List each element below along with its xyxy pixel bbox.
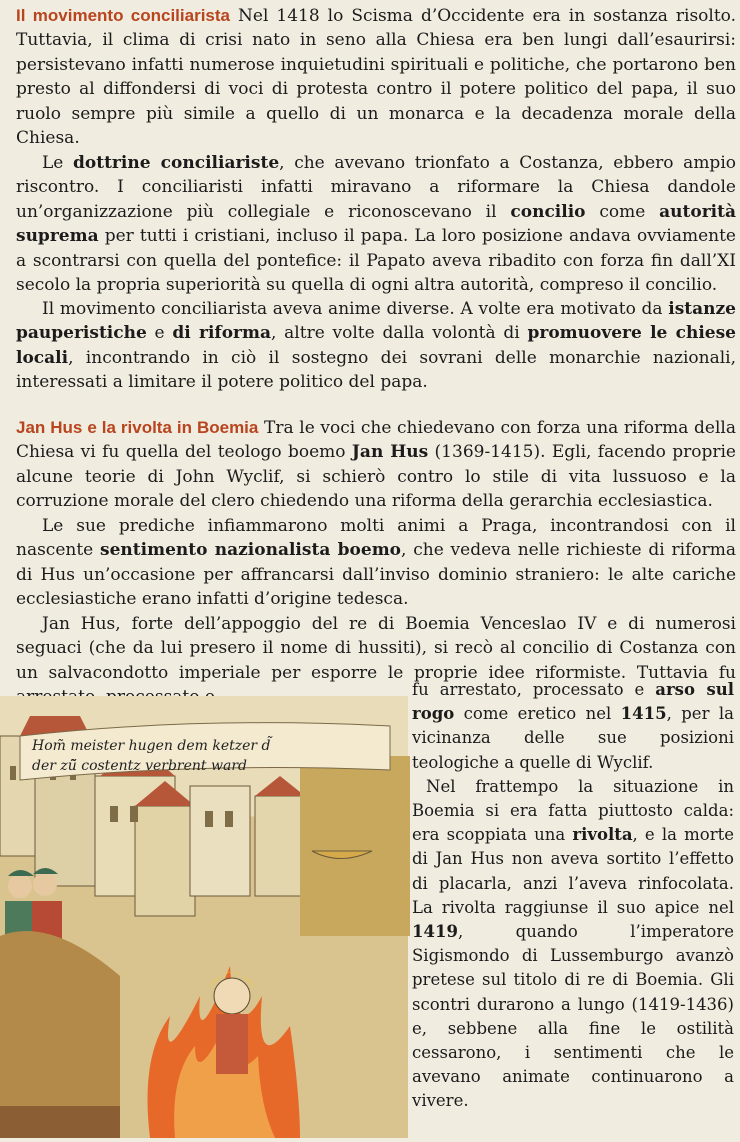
- text-run: per tutti i cristiani, incluso il papa. La loro posizione andava ovviamente a scontrarsi con quella del pontefice: il Papato aveva ribadito con forza fin dall’XI secolo la propria superiorità su quella di ogni altra autorità, compreso il concilio.: [16, 226, 736, 296]
- text-run: , che vedeva nelle richieste di riforma di Hus un’occasione per affrancarsi dall’inviso dominio straniero: le alte cariche ecclesiastiche erano infatti d’origine tedesca.: [16, 540, 736, 610]
- text-run: , incontrando in ciò il sostegno dei sovrani delle monarchie nazionali, interessati a limitare il potere politico del papa.: [16, 347, 736, 393]
- text-bold: 1415: [620, 704, 667, 724]
- illustration-caption-line1: Hom̃ meister hugen dem ketzer d̃: [32, 738, 271, 754]
- text-bold: istanze pauperistiche: [16, 299, 736, 344]
- text-run: , per la vicinanza delle sue posizioni teologiche a quelle di Wyclif.: [412, 704, 734, 772]
- paragraph-rivolta: [412, 775, 734, 1114]
- text-run: , e la morte di Jan Hus non aveva sortito l’effetto di placarla, anzi l’aveva rinfocolata. La rivolta raggiunse il suo apice nel: [412, 825, 734, 917]
- paragraph-arresto-part1: [16, 612, 736, 682]
- paragraph-jan-hus-intro: [16, 416, 736, 514]
- text-bold: Jan Hus: [351, 442, 429, 463]
- text-bold: sentimento nazionalista boemo: [100, 540, 402, 561]
- text-run: Il movimento conciliarista aveva anime diverse. A volte era motivato da: [42, 299, 669, 319]
- right-column-text: [412, 678, 734, 1114]
- paragraph-arresto-part2: fu arrestato, processato e arso sul rogo come eretico nel 1415, per la vicinanza delle sue posizioni teologiche a quelle di Wyclif.: [412, 680, 734, 772]
- text-run: Nel frattempo la situazione in Boemia si era fatta piuttosto calda: era scoppiata una: [412, 776, 734, 845]
- paragraph-conciliarism-intro: [16, 4, 736, 150]
- text-run: (1369-1415). Egli, facendo proprie alcune teorie di John Wyclif, si schierò contro lo stile di vita lussuoso e la corruzione morale del clero chiedendo una riforma della gerarchia ecclesiastica.: [16, 442, 736, 512]
- illustration-caption-line2: der zũ̃ costentz verbrent ward: [32, 758, 247, 774]
- paragraph-anime-diverse: [16, 297, 736, 395]
- text-run: Le sue prediche infiammarono molti animi a Praga, incontrandosi con il nascente: [16, 516, 736, 561]
- text-bold: 1419: [412, 922, 458, 942]
- text-run: Le: [42, 153, 73, 173]
- text-bold: promuovere le chiese locali: [16, 323, 737, 368]
- text-run: Jan Hus, forte dell’appoggio del re di Boemia Venceslao IV e di numerosi seguaci (che da lui presero il nome di hussiti), si recò al concilio di Costanza con un salvacondotto imperiale per esporre le proprie idee riformiste. Tuttavia fu: [16, 614, 736, 683]
- text-run: , altre volte dalla volontà di: [271, 323, 528, 344]
- text-run: come: [585, 201, 660, 222]
- heading-movimento-conciliarista: Il movimento conciliarista: [16, 6, 230, 25]
- paragraph-dottrine-conciliariste: [16, 151, 736, 297]
- text-bold: dottrine conciliariste: [73, 153, 280, 173]
- burning-of-jan-hus-illustration: [0, 696, 408, 1138]
- illustration-svg: [0, 696, 408, 1138]
- text-run: come eretico nel: [454, 704, 621, 724]
- text-bold: arso sul rogo: [412, 680, 734, 724]
- heading-jan-hus: Jan Hus e la rivolta in Boemia: [16, 418, 259, 437]
- text-bold: di riforma: [172, 323, 272, 344]
- text-run: Tra le voci che chiedevano con forza una riforma della Chiesa vi fu quella del teologo boemo: [16, 418, 737, 463]
- text-bold: rivolta: [572, 825, 633, 845]
- paragraph-prediche: [16, 514, 736, 612]
- text-run: Nel 1418 lo Scisma d’Occidente era in sostanza risolto. Tuttavia, il clima di crisi nato in seno alla Chiesa era ben lungi dall’esaurirsi: persistevano infatti numerose inquietudini spirituali e politiche, che portarono ben presto al diffondersi di voci di protesta contro il potere politico del papa, il suo ruolo sempre più simile a quello di un monarca e la decadenza morale della Chiesa.: [16, 6, 737, 149]
- text-run: e: [146, 323, 173, 344]
- text-bold: concilio: [510, 201, 586, 222]
- text-bold: autorità suprema: [16, 201, 736, 247]
- text-run: , che avevano trionfato a Costanza, ebbero ampio riscontro. I conciliaristi infatti miravano a riformare la Chiesa dandole un’organizzazione più collegiale e riconoscevano il: [16, 153, 736, 222]
- text-run: , quando l’imperatore Sigismondo di Lussemburgo avanzò pretese sul titolo di re di Boemia. Gli scontri durarono a lungo (1419-1436) e, sebbene alla fine le ostilità cessarono, i sentimenti che le avevano animate continuarono a vivere.: [412, 922, 734, 1111]
